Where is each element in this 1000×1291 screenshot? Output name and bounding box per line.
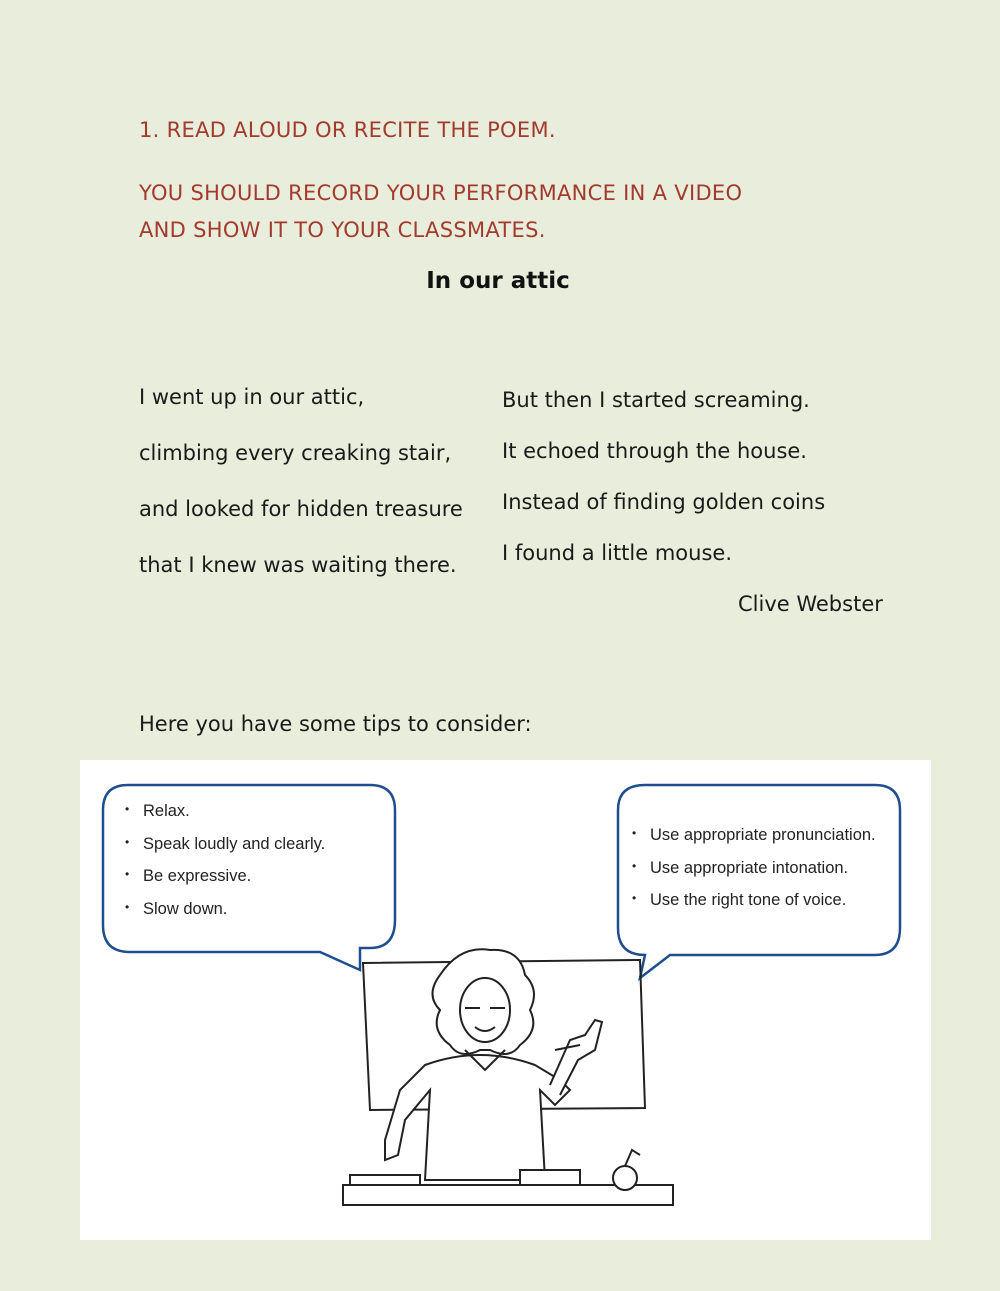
tips-list-left bbox=[123, 802, 325, 932]
poem-line: I found a little mouse. bbox=[502, 541, 732, 565]
poem-line: Instead of finding golden coins bbox=[502, 490, 826, 514]
tip-item: • Use appropriate intonation. bbox=[630, 859, 876, 892]
instruction-text bbox=[139, 175, 839, 249]
instruction-line: AND SHOW IT TO YOUR CLASSMATES. bbox=[139, 218, 546, 242]
poem-author: Clive Webster bbox=[738, 592, 883, 616]
instruction-line: YOU SHOULD RECORD YOUR PERFORMANCE IN A VIDEO bbox=[139, 181, 743, 205]
instruction-heading: 1. READ ALOUD OR RECITE THE POEM. bbox=[139, 118, 556, 142]
tips-intro: Here you have some tips to consider: bbox=[139, 712, 532, 736]
poem-line: climbing every creaking stair, bbox=[139, 441, 452, 465]
tip-item: • Speak loudly and clearly. bbox=[123, 835, 325, 868]
teacher-illustration bbox=[80, 760, 931, 1240]
poem-title: In our attic bbox=[426, 268, 570, 294]
tips-list-right bbox=[630, 826, 876, 924]
teacher-figure bbox=[385, 949, 602, 1180]
poem-line: I went up in our attic, bbox=[139, 385, 365, 409]
poem-line: It echoed through the house. bbox=[502, 439, 807, 463]
tip-item: • Relax. bbox=[123, 802, 325, 835]
tip-item: • Use the right tone of voice. bbox=[630, 891, 876, 924]
poem-line: But then I started screaming. bbox=[502, 388, 810, 412]
poem-line: that I knew was waiting there. bbox=[139, 553, 457, 577]
tip-item: • Use appropriate pronunciation. bbox=[630, 826, 876, 859]
poem-line: and looked for hidden treasure bbox=[139, 497, 463, 521]
tip-item: • Be expressive. bbox=[123, 867, 325, 900]
tip-item: • Slow down. bbox=[123, 900, 325, 933]
